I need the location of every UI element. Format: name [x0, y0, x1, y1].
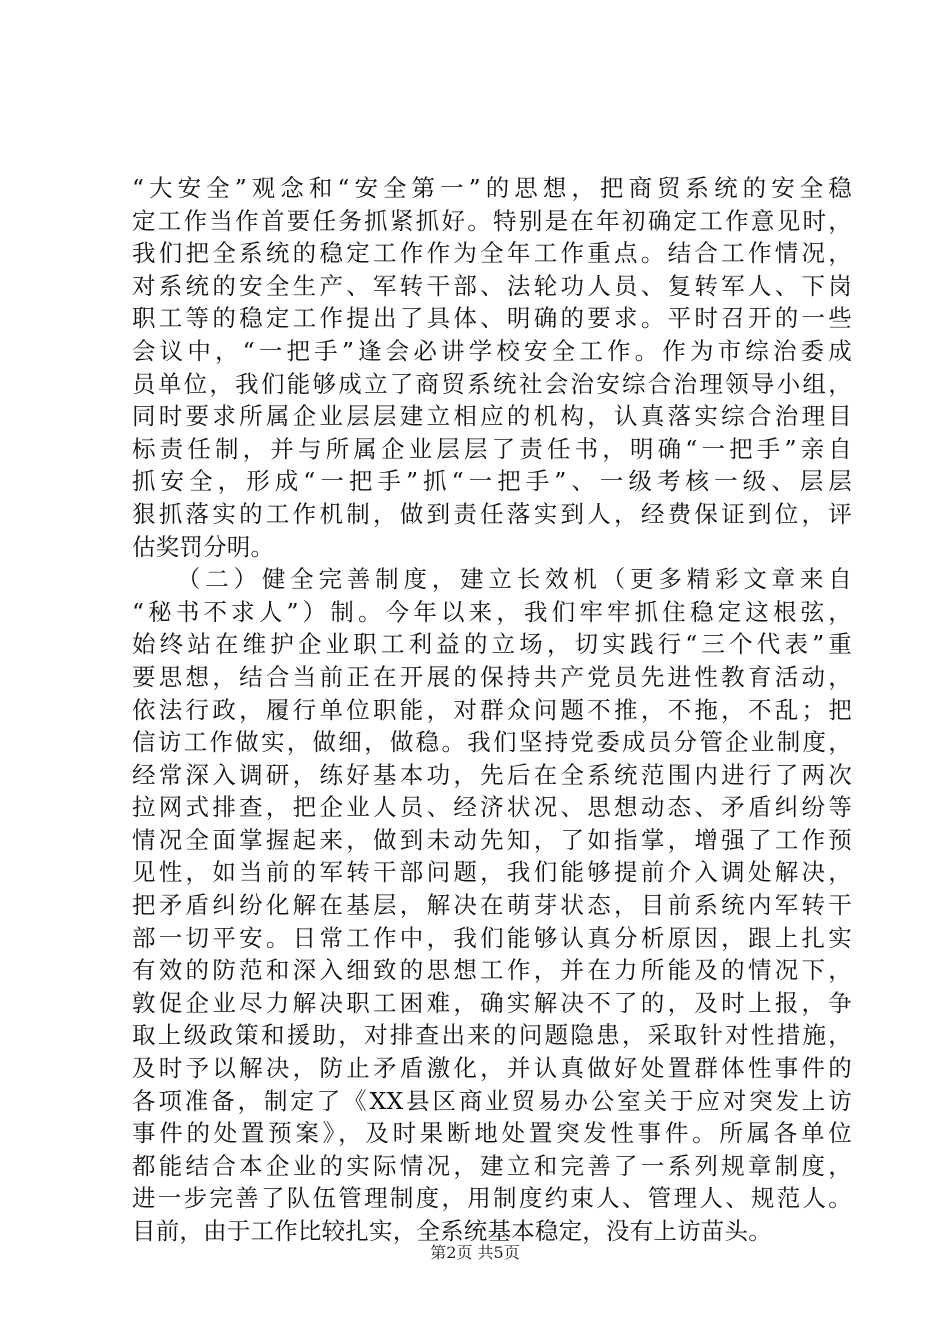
text-line: 要思想，结合当前正在开展的保持共产党员先进性教育活动，: [132, 662, 852, 691]
text-line: 始终站在维护企业职工利益的立场，切实践行“三个代表”重: [132, 630, 852, 659]
text-line: 估奖罚分明。: [132, 532, 275, 561]
text-line: “秘书不求人”）制。今年以来，我们牢牢抓住稳定这根弦，: [132, 597, 852, 626]
text-line: 都能结合本企业的实际情况，建立和完善了一系列规章制度，: [132, 1151, 852, 1180]
text-line: （二）健全完善制度，建立长效机（更多精彩文章来自: [132, 565, 852, 594]
text-line: 我们把全系统的稳定工作作为全年工作重点。结合工作情况，: [132, 239, 852, 268]
text-line: 对系统的安全生产、军转干部、法轮功人员、复转军人、下岗: [132, 271, 852, 300]
text-line: 会议中，“一把手”逢会必讲学校安全工作。作为市综治委成: [132, 336, 852, 365]
text-line: 部一切平安。日常工作中，我们能够认真分析原因，跟上扎实: [132, 923, 852, 952]
text-line: 见性，如当前的军转干部问题，我们能够提前介入调处解决，: [132, 858, 852, 887]
text-line: 有效的防范和深入细致的思想工作，并在力所能及的情况下，: [132, 956, 852, 985]
text-line: 情况全面掌握起来，做到未动先知，了如指掌，增强了工作预: [132, 825, 852, 854]
page-number-footer: 第2页 共5页: [430, 1243, 520, 1262]
text-line: 标责任制，并与所属企业层层了责任书，明确“一把手”亲自: [132, 434, 852, 463]
text-line: 经常深入调研，练好基本功，先后在全系统范围内进行了两次: [132, 760, 852, 789]
text-line: 把矛盾纠纷化解在基层，解决在萌芽状态，目前系统内军转干: [132, 891, 852, 920]
text-line: 敦促企业尽力解决职工困难，确实解决不了的，及时上报，争: [132, 988, 852, 1017]
text-line: 取上级政策和援助，对排查出来的问题隐患，采取针对性措施，: [132, 1021, 852, 1050]
text-line: 拉网式排查，把企业人员、经济状况、思想动态、矛盾纠纷等: [132, 793, 852, 822]
text-line: 员单位，我们能够成立了商贸系统社会治安综合治理领导小组，: [132, 369, 852, 398]
text-line: 信访工作做实，做细，做稳。我们坚持党委成员分管企业制度，: [132, 728, 852, 757]
body-text: [132, 172, 852, 1248]
text-line: 抓安全，形成“一把手”抓“一把手”、一级考核一级、层层: [132, 467, 852, 496]
text-line: 狠抓落实的工作机制，做到责任落实到人，经费保证到位，评: [132, 499, 852, 528]
text-line: 及时予以解决，防止矛盾激化，并认真做好处置群体性事件的: [132, 1054, 852, 1083]
text-line: 定工作当作首要任务抓紧抓好。特别是在年初确定工作意见时，: [132, 206, 852, 235]
text-line: 进一步完善了队伍管理制度，用制度约束人、管理人、规范人。: [132, 1184, 852, 1213]
text-line: 目前，由于工作比较扎实，全系统基本稳定，没有上访苗头。: [132, 1217, 772, 1245]
text-line: 依法行政，履行单位职能，对群众问题不推，不拖，不乱；把: [132, 695, 852, 724]
text-line: “大安全”观念和“安全第一”的思想，把商贸系统的安全稳: [132, 174, 852, 202]
text-line: 各项准备，制定了《XX县区商业贸易办公室关于应对突发上访: [132, 1086, 852, 1115]
text-line: 职工等的稳定工作提出了具体、明确的要求。平时召开的一些: [132, 304, 852, 333]
text-line: 同时要求所属企业层层建立相应的机构，认真落实综合治理目: [132, 402, 852, 431]
text-line: 事件的处置预案》，及时果断地处置突发性事件。所属各单位: [132, 1119, 852, 1148]
